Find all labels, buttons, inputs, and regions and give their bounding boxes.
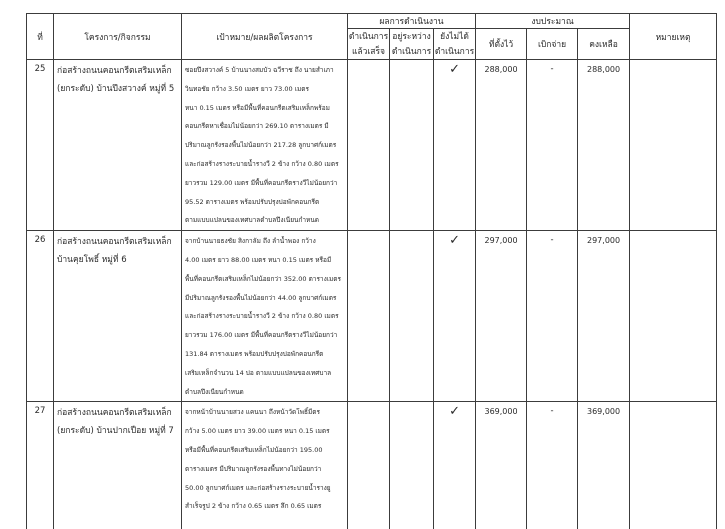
header-disbursed: เบิกจ่าย: [527, 29, 578, 60]
project-goal: [182, 402, 348, 529]
budget-received: 288,000: [476, 60, 527, 231]
header-completed-line1: ดำเนินการ: [348, 32, 389, 42]
goal-line: มีปริมาณลูกรังรองพื้นไม่น้อยกว่า 44.00 ลูกบาศก์เมตร: [185, 293, 337, 302]
header-not-started-line2: ดำเนินการ: [434, 47, 475, 57]
header-in-progress-line2: ดำเนินการ: [391, 47, 432, 57]
budget-remaining: 369,000: [578, 402, 630, 529]
goal-line: หนา 0.15 เมตร หรือมีพื้นที่คอนกรีตเสริมเหล็กพร้อม: [185, 103, 330, 112]
remarks-cell: [630, 60, 717, 231]
header-received: ที่ตั้งไว้: [476, 29, 527, 60]
table-row: [27, 402, 717, 529]
row-number: 25: [27, 60, 54, 231]
header-goal: เป้าหมาย/ผลผลิตโครงการ: [182, 14, 348, 60]
goal-line: ยาวรวม 176.00 เมตร มีพื้นที่คอนกรีตรางวีไม่น้อยกว่า: [185, 331, 338, 340]
goal-line: และก่อสร้างรางระบายน้ำรางวี 2 ข้าง กว้าง 0.80 เมตร: [185, 312, 339, 321]
status-not-started-check: ✓: [434, 60, 476, 231]
status-not-started-check: ✓: [434, 402, 476, 529]
project-line: (ยกระดับ) บ้านปากเปือย หมู่ที่ 7: [57, 426, 174, 437]
table-row: [27, 60, 717, 231]
header-not-started: [434, 29, 476, 60]
header-budget: งบประมาณ: [476, 14, 630, 29]
header-project: โครงการ/กิจกรรม: [54, 14, 182, 60]
goal-line: หรือมีพื้นที่คอนกรีตเสริมเหล็กไม่น้อยกว่า 195.00: [185, 445, 323, 454]
budget-received: 369,000: [476, 402, 527, 529]
header-completed-line2: แล้วเสร็จ: [351, 47, 386, 57]
header-in-progress-line1: อยู่ระหว่าง: [392, 32, 431, 42]
goal-line: พื้นที่คอนกรีตเสริมเหล็กไม่น้อยกว่า 352.00 ตารางเมตร: [185, 274, 341, 283]
status-in-progress-cell: [390, 231, 434, 402]
budget-remaining: 297,000: [578, 231, 630, 402]
budget-remaining: 288,000: [578, 60, 630, 231]
goal-line: จากหน้าบ้านนายสวง แคนนา ถึงหน้าวัดโพธิ์มีตร: [185, 408, 320, 417]
project-goal: [182, 231, 348, 402]
goal-line: กว้าง 5.00 เมตร ยาว 39.00 เมตร หนา 0.15 เมตร: [185, 427, 330, 436]
row-number: 26: [27, 231, 54, 402]
goal-line: วินทอชัย กว้าง 3.50 เมตร ยาว 73.00 เมตร: [185, 84, 309, 93]
header-no: ที่: [27, 14, 54, 60]
header-remaining: คงเหลือ: [578, 29, 630, 60]
row-number: 27: [27, 402, 54, 529]
goal-line: 131.84 ตารางเมตร พร้อมปรับปรุงบ่อพักคอนกรีต: [185, 349, 324, 358]
status-completed-cell: [348, 231, 390, 402]
goal-line: สำเร็จรูป 2 ข้าง กว้าง 0.65 เมตร ลึก 0.65 เมตร: [185, 502, 322, 511]
goal-line: ปริมาณลูกรังรองพื้นไม่น้อยกว่า 217.28 ลูกบาศก์เมตร: [185, 141, 337, 150]
goal-line: ซอยปึงสวางค์ 5 บ้านนางสมบัว ฉวีราช ถึง นายสำเภา: [185, 66, 334, 74]
header-remarks: หมายเหตุ: [630, 14, 717, 60]
remarks-cell: [630, 231, 717, 402]
project-report-table: [26, 13, 717, 529]
project-line: ก่อสร้างถนนคอนกรีตเสริมเหล็ก: [57, 408, 172, 419]
project-line: ก่อสร้างถนนคอนกรีตเสริมเหล็ก: [57, 237, 172, 248]
project-name: [54, 402, 182, 529]
remarks-cell: [630, 402, 717, 529]
header-row-1: [27, 14, 717, 29]
goal-line: คอนกรีตหาเชื่อมไม่น้อยกว่า 269.10 ตารางเมตร มี: [185, 122, 329, 131]
budget-received: 297,000: [476, 231, 527, 402]
project-line: (ยกระดับ) บ้านปึงสวางค์ หมู่ที่ 5: [57, 84, 175, 94]
header-performance: ผลการดำเนินงาน: [348, 14, 476, 29]
project-line: ก่อสร้างถนนคอนกรีตเสริมเหล็ก: [57, 66, 172, 76]
project-line: บ้านคุยโพธิ์ หมู่ที่ 6: [57, 255, 127, 266]
goal-line: 95.52 ตารางเมตร พร้อมปรับปรุงบ่อพักคอนกรีต: [185, 197, 320, 206]
goal-line: ตามแบบแปลนของเทศบาลตำบลปึงเนียนกำหนด: [185, 216, 319, 225]
goal-line: 50.00 ลูกบาศก์เมตร และก่อสร้างรางระบายน้ำรางยู: [185, 483, 331, 492]
project-goal: [182, 60, 348, 231]
goal-line: จากบ้านนายธงชัย สิงกาลัม ถึง ลำน้ำพอง กว้าง: [185, 237, 316, 246]
project-name: [54, 231, 182, 402]
project-name: [54, 60, 182, 231]
goal-line: เสริมเหล็กจำนวน 14 บ่อ ตามแบบแปลนของเทศบาล: [185, 368, 332, 377]
status-completed-cell: [348, 60, 390, 231]
status-in-progress-cell: [390, 402, 434, 529]
budget-disbursed: -: [527, 402, 578, 529]
status-not-started-check: ✓: [434, 231, 476, 402]
table-row: [27, 231, 717, 402]
status-completed-cell: [348, 402, 390, 529]
header-in-progress: [390, 29, 434, 60]
header-completed: [348, 29, 390, 60]
goal-line: ยาวรวม 129.00 เมตร มีพื้นที่คอนกรีตรางวีไม่น้อยกว่า: [185, 178, 338, 187]
budget-disbursed: -: [527, 60, 578, 231]
goal-line: ตารางเมตร มีปริมาณลูกรังรองพื้นทางไม่น้อยกว่า: [185, 464, 322, 473]
goal-line: และก่อสร้างรางระบายน้ำรางวี 2 ข้าง กว้าง 0.80 เมตร: [185, 159, 339, 168]
budget-disbursed: -: [527, 231, 578, 402]
goal-line: ตำบลปึงเนียนกำหนด: [185, 387, 244, 396]
header-not-started-line1: ยังไม่ได้: [440, 32, 469, 42]
status-in-progress-cell: [390, 60, 434, 231]
goal-line: 4.00 เมตร ยาว 88.00 เมตร หนา 0.15 เมตร หรือมี: [185, 255, 332, 264]
